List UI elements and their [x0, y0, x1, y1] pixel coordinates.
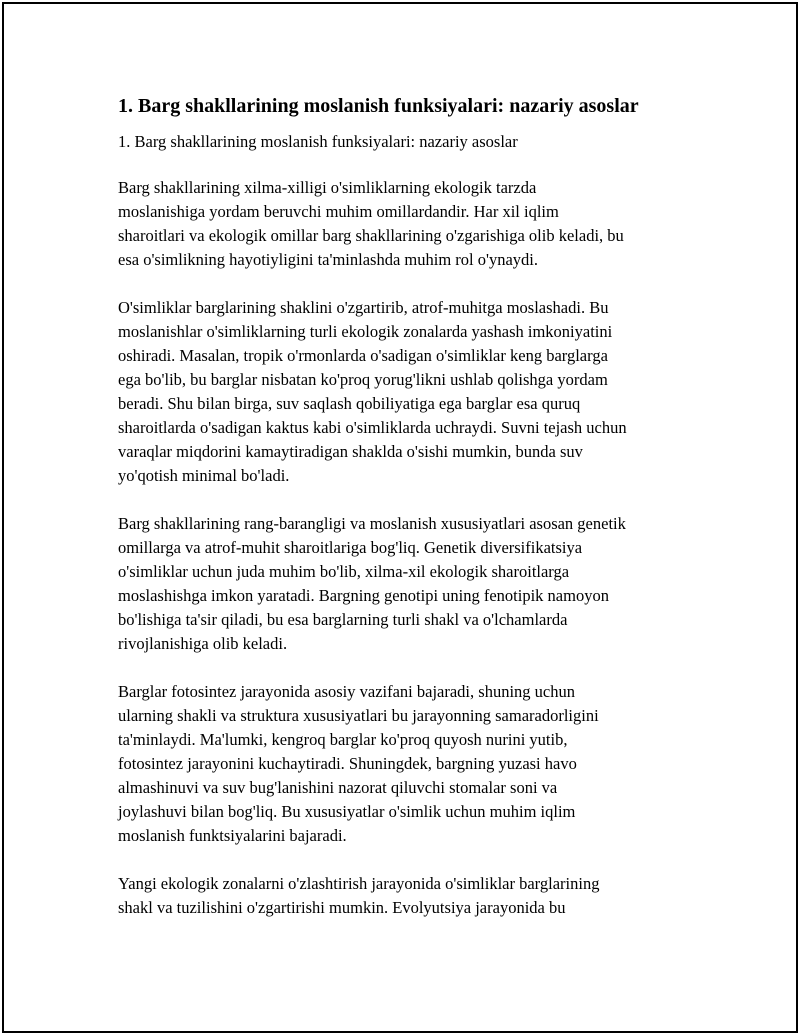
- document-body: [118, 92, 698, 944]
- text-line: fotosintez jarayonini kuchaytiradi. Shuningdek, bargning yuzasi havo: [118, 754, 577, 773]
- text-line: yo'qotish minimal bo'ladi.: [118, 466, 290, 485]
- text-line: moslashishga imkon yaratadi. Bargning genotipi uning fenotipik namoyon: [118, 586, 609, 605]
- text-line: moslanishiga yordam beruvchi muhim omillardandir. Har xil iqlim: [118, 202, 559, 221]
- text-line: sharoitlari va ekologik omillar barg shakllarining o'zgarishiga olib keladi, bu: [118, 226, 624, 245]
- text-line: joylashuvi bilan bog'liq. Bu xususiyatlar o'simlik uchun muhim iqlim: [118, 802, 576, 821]
- text-line: Barglar fotosintez jarayonida asosiy vazifani bajaradi, shuning uchun: [118, 682, 575, 701]
- text-line: moslanish funktsiyalarini bajaradi.: [118, 826, 347, 845]
- document-subheading: 1. Barg shakllarining moslanish funksiyalari: nazariy asoslar: [118, 132, 518, 151]
- text-line: ularning shakli va struktura xususiyatlari bu jarayonning samaradorligini: [118, 706, 599, 725]
- text-line: rivojlanishiga olib keladi.: [118, 634, 288, 653]
- text-line: Barg shakllarining xilma-xilligi o'simliklarning ekologik tarzda: [118, 178, 537, 197]
- text-line: omillarga va atrof-muhit sharoitlariga bog'liq. Genetik diversifikatsiya: [118, 538, 583, 557]
- paragraph-3: [118, 512, 698, 656]
- text-line: bo'lishiga ta'sir qiladi, bu esa barglarning turli shakl va o'lchamlarda: [118, 610, 568, 629]
- text-line: ega bo'lib, bu barglar nisbatan ko'proq yorug'likni ushlab qolishga yordam: [118, 370, 608, 389]
- text-line: oshiradi. Masalan, tropik o'rmonlarda o'sadigan o'simliklar keng barglarga: [118, 346, 608, 365]
- text-line: o'simliklar uchun juda muhim bo'lib, xilma-xil ekologik sharoitlarga: [118, 562, 570, 581]
- paragraph-5: [118, 872, 698, 920]
- text-line: beradi. Shu bilan birga, suv saqlash qobiliyatiga ega barglar esa quruq: [118, 394, 581, 413]
- text-line: varaqlar miqdorini kamaytiradigan shaklda o'sishi mumkin, bunda suv: [118, 442, 583, 461]
- text-line: sharoitlarda o'sadigan kaktus kabi o'simliklarda uchraydi. Suvni tejash uchun: [118, 418, 627, 437]
- paragraph-2: [118, 296, 698, 488]
- paragraph-4: [118, 680, 698, 848]
- text-line: almashinuvi va suv bug'lanishini nazorat qiluvchi stomalar soni va: [118, 778, 558, 797]
- text-line: moslanishlar o'simliklarning turli ekologik zonalarda yashash imkoniyatini: [118, 322, 613, 341]
- text-line: Yangi ekologik zonalarni o'zlashtirish jarayonida o'simliklar barglarining: [118, 874, 600, 893]
- document-heading: 1. Barg shakllarining moslanish funksiyalari: nazariy asoslar: [118, 95, 639, 117]
- text-line: Barg shakllarining rang-barangligi va moslanish xususiyatlari asosan genetik: [118, 514, 626, 533]
- paragraph-1: [118, 176, 698, 272]
- text-line: shakl va tuzilishini o'zgartirishi mumkin. Evolyutsiya jarayonida bu: [118, 898, 566, 917]
- text-line: ta'minlaydi. Ma'lumki, kengroq barglar ko'proq quyosh nurini yutib,: [118, 730, 568, 749]
- text-line: O'simliklar barglarining shaklini o'zgartirib, atrof-muhitga moslashadi. Bu: [118, 298, 609, 317]
- text-line: esa o'simlikning hayotiyligini ta'minlashda muhim rol o'ynaydi.: [118, 250, 539, 269]
